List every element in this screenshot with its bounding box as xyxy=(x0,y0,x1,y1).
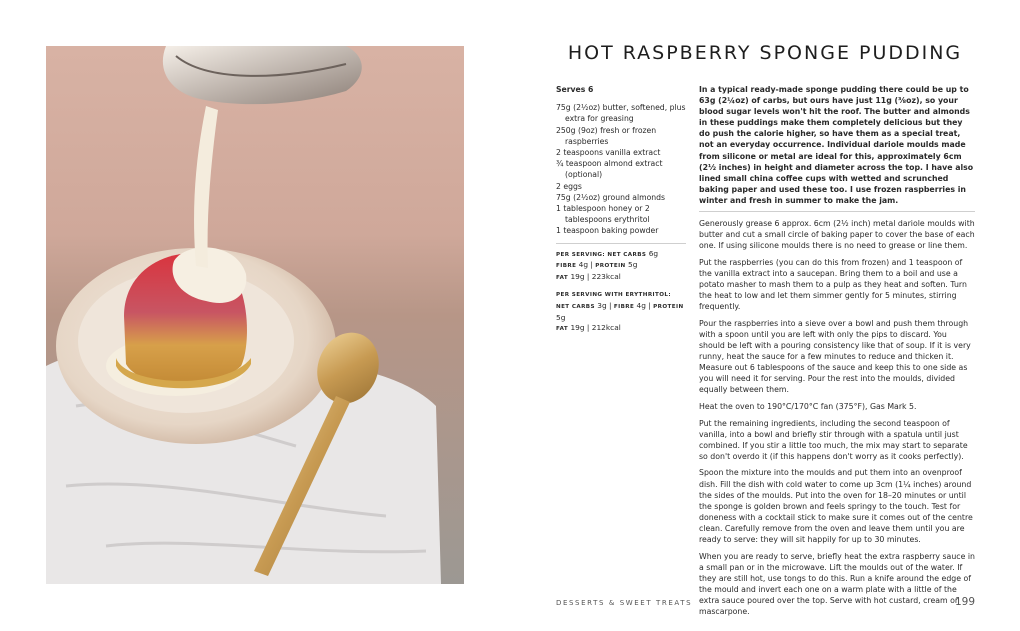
method-column xyxy=(699,84,975,623)
ingredient-item: 2 teaspoons vanilla extract xyxy=(556,148,661,158)
method-step: When you are ready to serve, briefly heat the extra raspberry sauce in a small pan or in the microwave. Lift the moulds out of the water. If they are still hot, use tongs to do this. Run a knife around the edge of the mould and invert each one on a warm plate with a little of the extra sauce poured over the top. Serve with hot custard, cream or mascarpone. xyxy=(699,551,975,617)
recipe-title: HOT RASPBERRY SPONGE PUDDING xyxy=(567,42,963,64)
recipe-intro: In a typical ready-made sponge pudding there could be up to 63g (2¼oz) of carbs, but ours have just 11g (⅜oz), so your blood sugar levels won't hit the roof. The butter and almonds in these puddings make them completely delicious but they do push the calorie higher, so have them as a special treat, not an everyday occurrence. Individual dariole moulds made from silicone or metal are ideal for this, approximately 6cm (2½ inches) in height and diameter across the top. I have also lined small china coffee cups with wetted and scrunched baking paper and used these too. I use frozen raspberries in winter and fresh in summer to make the jam. xyxy=(699,85,974,205)
ingredient-item: 250g (9oz) fresh or frozen raspberries xyxy=(556,125,657,146)
ingredient-item: 1 teaspoon baking powder xyxy=(556,226,659,236)
section-footer: DESSERTS & SWEET TREATS xyxy=(556,599,693,607)
page-number: 199 xyxy=(955,596,976,608)
method-step: Pour the raspberries into a sieve over a bowl and push them through with a spoon until you are left with only the pips to discard. You should be left with a pouring consistency like that of soup. If it is very runny, heat the sauce for a few minutes to reduce and thicken it. Measure out 6 tablespoons of the sauce and keep this to one side as you will need it for serving. Pour the rest into the moulds, divided equally between them. xyxy=(699,318,971,395)
method-step: Put the remaining ingredients, including the second teaspoon of vanilla, into a bowl and briefly stir through with a spatula until just combined. If you stir a little too much, the mix may start to separate so don't overdo it (if this happens don't worry as it cooks perfectly). xyxy=(699,418,968,461)
serves-label: Serves 6 xyxy=(556,85,594,94)
nutrition-with-erythritol: PER SERVING WITH ERYTHRITOL: NET CARBS 3g | FIBRE 4g | PROTEIN 5g FAT 19g | 212kcal xyxy=(556,292,684,333)
pudding-illustration xyxy=(46,46,464,584)
method-step: Spoon the mixture into the moulds and put them into an ovenproof dish. Fill the dish with cold water to come up 3cm (1¼ inches) around the sides of the moulds. Put into the oven for 18–20 minutes or until the sponge is golden brown and feels springy to the touch. Test for doneness with a cocktail stick to make sure it comes out of the centre clean. Carefully remove from the oven and leave them until you are ready to serve: they will sit happily for up to 30 minutes. xyxy=(699,468,973,544)
ingredients-column xyxy=(556,84,686,341)
ingredient-item: 1 tablespoon honey or 2 tablespoons erythritol xyxy=(556,204,650,225)
ingredient-item: 2 eggs xyxy=(556,181,582,191)
dessert-photo xyxy=(46,46,464,584)
ingredient-item: 75g (2½oz) butter, softened, plus extra for greasing xyxy=(556,103,686,124)
ingredients-list xyxy=(556,102,686,236)
method-step: Heat the oven to 190°C/170°C fan (375°F), Gas Mark 5. xyxy=(699,401,917,411)
ingredient-item: 75g (2½oz) ground almonds xyxy=(556,192,666,202)
divider xyxy=(556,243,686,244)
nutrition-per-serving: PER SERVING: NET CARBS 6g FIBRE 4g | PROTEIN 5g FAT 19g | 223kcal xyxy=(556,248,659,281)
method-step: Generously grease 6 approx. 6cm (2½ inch) metal dariole moulds with butter and cut a small circle of baking paper to cover the base of each one. If using silicone moulds there is no need to grease or line them. xyxy=(699,219,975,251)
method-step: Put the raspberries (you can do this from frozen) and 1 teaspoon of the vanilla extract into a saucepan. Bring them to a boil and use a potato masher to mash them to a pulp as they heat and soften. Turn the heat to low and let them simmer gently for 5 minutes, stirring frequently. xyxy=(699,257,967,312)
divider xyxy=(699,211,975,212)
ingredient-item: ¾ teaspoon almond extract (optional) xyxy=(556,159,663,180)
